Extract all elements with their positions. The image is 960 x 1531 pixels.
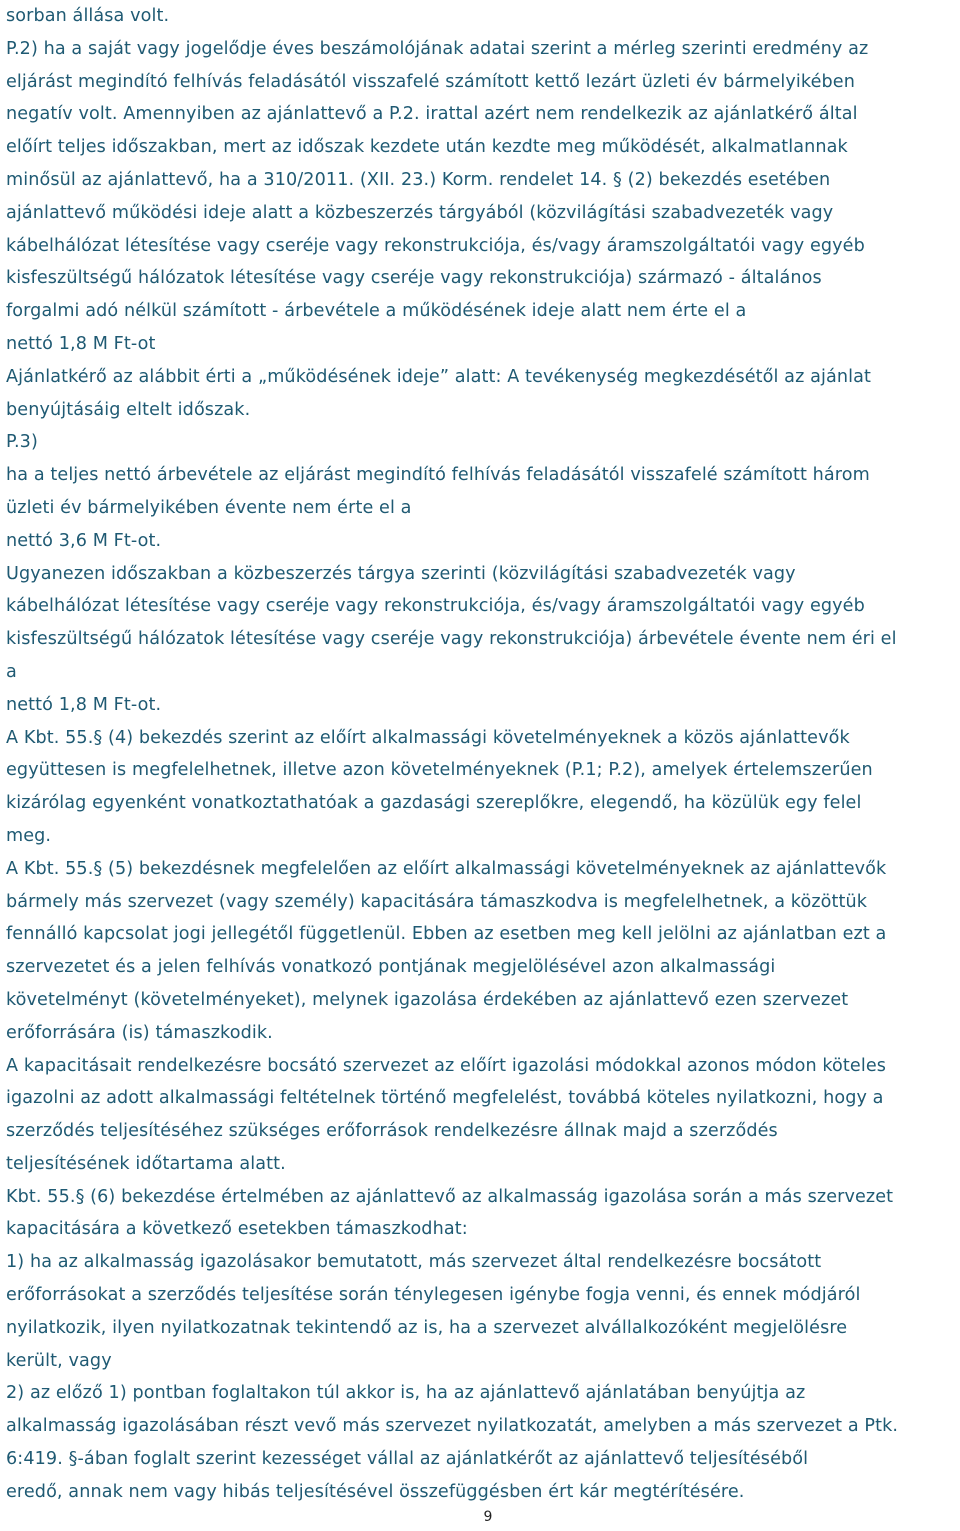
text-line: kizárólag egyenként vonatkoztathatóak a gazdasági szereplőkre, elegendő, ha közülük egy felel xyxy=(6,793,862,814)
text-line: forgalmi adó nélkül számított - árbevétele a működésének ideje alatt nem érte el a xyxy=(6,301,747,322)
text-line: meg. xyxy=(6,825,52,846)
text-line: bármely más szervezet (vagy személy) kapacitására támaszkodva is megfelelhetnek, a közöttük xyxy=(6,891,868,912)
text-line: A kapacitásait rendelkezésre bocsátó szervezet az előírt igazolási módokkal azonos módon köteles xyxy=(6,1055,887,1076)
section-heading: P.3) xyxy=(6,432,38,453)
text-line: sorban állása volt. xyxy=(6,6,170,26)
text-line: alkalmasság igazolásában részt vevő más szervezet nyilatkozatát, amelyben a más szervezet a Ptk. xyxy=(6,1416,899,1437)
text-line: Kbt. 55.§ (6) bekezdése értelmében az ajánlattevő az alkalmasság igazolása során a más szervezet xyxy=(6,1186,894,1207)
text-line: teljesítésének időtartama alatt. xyxy=(6,1153,286,1174)
text-line: erőforrásokat a szerződés teljesítése során ténylegesen igénybe fogja venni, és ennek módjáról xyxy=(6,1285,861,1306)
text-line: 2) az előző 1) pontban foglaltakon túl akkor is, ha az ajánlattevő ajánlatában benyújtja az xyxy=(6,1383,806,1404)
text-line: 6:419. §-ában foglalt szerint kezességet vállal az ajánlatkérőt az ajánlattevő teljesítéséből xyxy=(6,1449,809,1470)
text-line: szerződés teljesítéséhez szükséges erőforrások rendelkezésre állnak majd a szerződés xyxy=(6,1121,778,1142)
text-line: szervezetet és a jelen felhívás vonatkozó pontjának megjelölésével azon alkalmassági xyxy=(6,957,776,978)
text-line: a xyxy=(6,661,17,682)
text-line: nyilatkozik, ilyen nyilatkozatnak tekintendő az is, ha a szervezet alvállalkozóként megjelölésre xyxy=(6,1317,848,1338)
text-line: kábelhálózat létesítése vagy cseréje vagy rekonstrukciója, és/vagy áramszolgáltatói vagy egyéb xyxy=(6,235,865,256)
text-line: nettó 1,8 M Ft-ot xyxy=(6,333,156,354)
text-line: eredő, annak nem vagy hibás teljesítésével összefüggésben ért kár megtérítésére. xyxy=(6,1481,745,1502)
text-line: benyújtásáig eltelt időszak. xyxy=(6,399,251,420)
text-line: A Kbt. 55.§ (4) bekezdés szerint az előírt alkalmassági követelményeknek a közös ajánlattevők xyxy=(6,727,850,748)
text-line: 1) ha az alkalmasság igazolásakor bemutatott, más szervezet által rendelkezésre bocsátott xyxy=(6,1252,822,1273)
text-line: Ugyanezen időszakban a közbeszerzés tárgya szerinti (közvilágítási szabadvezeték vagy xyxy=(6,563,796,584)
text-line: kisfeszültségű hálózatok létesítése vagy cseréje vagy rekonstrukciója) árbevétele évente nem éri el xyxy=(6,629,897,650)
text-line: A Kbt. 55.§ (5) bekezdésnek megfelelően az előírt alkalmassági követelményeknek az ajánlattevők xyxy=(6,858,887,879)
text-line: együttesen is megfelelhetnek, illetve azon követelményeknek (P.1; P.2), amelyek értelemszerűen xyxy=(6,760,873,781)
text-line: ha a teljes nettó árbevétele az eljárást megindító felhívás feladásától visszafelé számított három xyxy=(6,465,870,486)
text-line: negatív volt. Amennyiben az ajánlattevő a P.2. irattal azért nem rendelkezik az ajánlatkérő által xyxy=(6,104,858,125)
document-body xyxy=(6,0,956,1509)
text-line: minősül az ajánlattevő, ha a 310/2011. (XII. 23.) Korm. rendelet 14. § (2) bekezdés esetében xyxy=(6,169,831,190)
text-line: erőforrására (is) támaszkodik. xyxy=(6,1022,273,1043)
text-line: Ajánlatkérő az alábbit érti a „működésének ideje” alatt: A tevékenység megkezdésétől az ajánlat xyxy=(6,366,871,387)
text-line: ajánlattevő működési ideje alatt a közbeszerzés tárgyából (közvilágítási szabadvezeték vagy xyxy=(6,202,834,223)
text-line: került, vagy xyxy=(6,1350,112,1371)
text-line: igazolni az adott alkalmassági feltételnek történő megfelelést, továbbá köteles nyilatkozni, hogy a xyxy=(6,1088,884,1109)
text-line: P.2) ha a saját vagy jogelődje éves beszámolójának adatai szerint a mérleg szerinti eredmény az xyxy=(6,38,869,59)
text-line: követelményt (követelményeket), melynek igazolása érdekében az ajánlattevő ezen szervezet xyxy=(6,989,849,1010)
text-line: kábelhálózat létesítése vagy cseréje vagy rekonstrukciója, és/vagy áramszolgáltatói vagy egyéb xyxy=(6,596,865,617)
text-line: előírt teljes időszakban, mert az időszak kezdete után kezdte meg működését, alkalmatlannak xyxy=(6,137,848,158)
text-line: kapacitására a következő esetekben támaszkodhat: xyxy=(6,1219,468,1240)
text-line: üzleti év bármelyikében évente nem érte el a xyxy=(6,497,412,518)
text-line: nettó 3,6 M Ft-ot. xyxy=(6,530,162,551)
page-number: 9 xyxy=(483,1509,493,1525)
text-line: fennálló kapcsolat jogi jellegétől függetlenül. Ebben az esetben meg kell jelölni az ajánlatban ezt a xyxy=(6,924,887,945)
text-line: eljárást megindító felhívás feladásától visszafelé számított kettő lezárt üzleti év bármelyikében xyxy=(6,71,855,92)
text-line: nettó 1,8 M Ft-ot. xyxy=(6,694,162,715)
text-line: kisfeszültségű hálózatok létesítése vagy cseréje vagy rekonstrukciója) származó - általános xyxy=(6,268,822,289)
